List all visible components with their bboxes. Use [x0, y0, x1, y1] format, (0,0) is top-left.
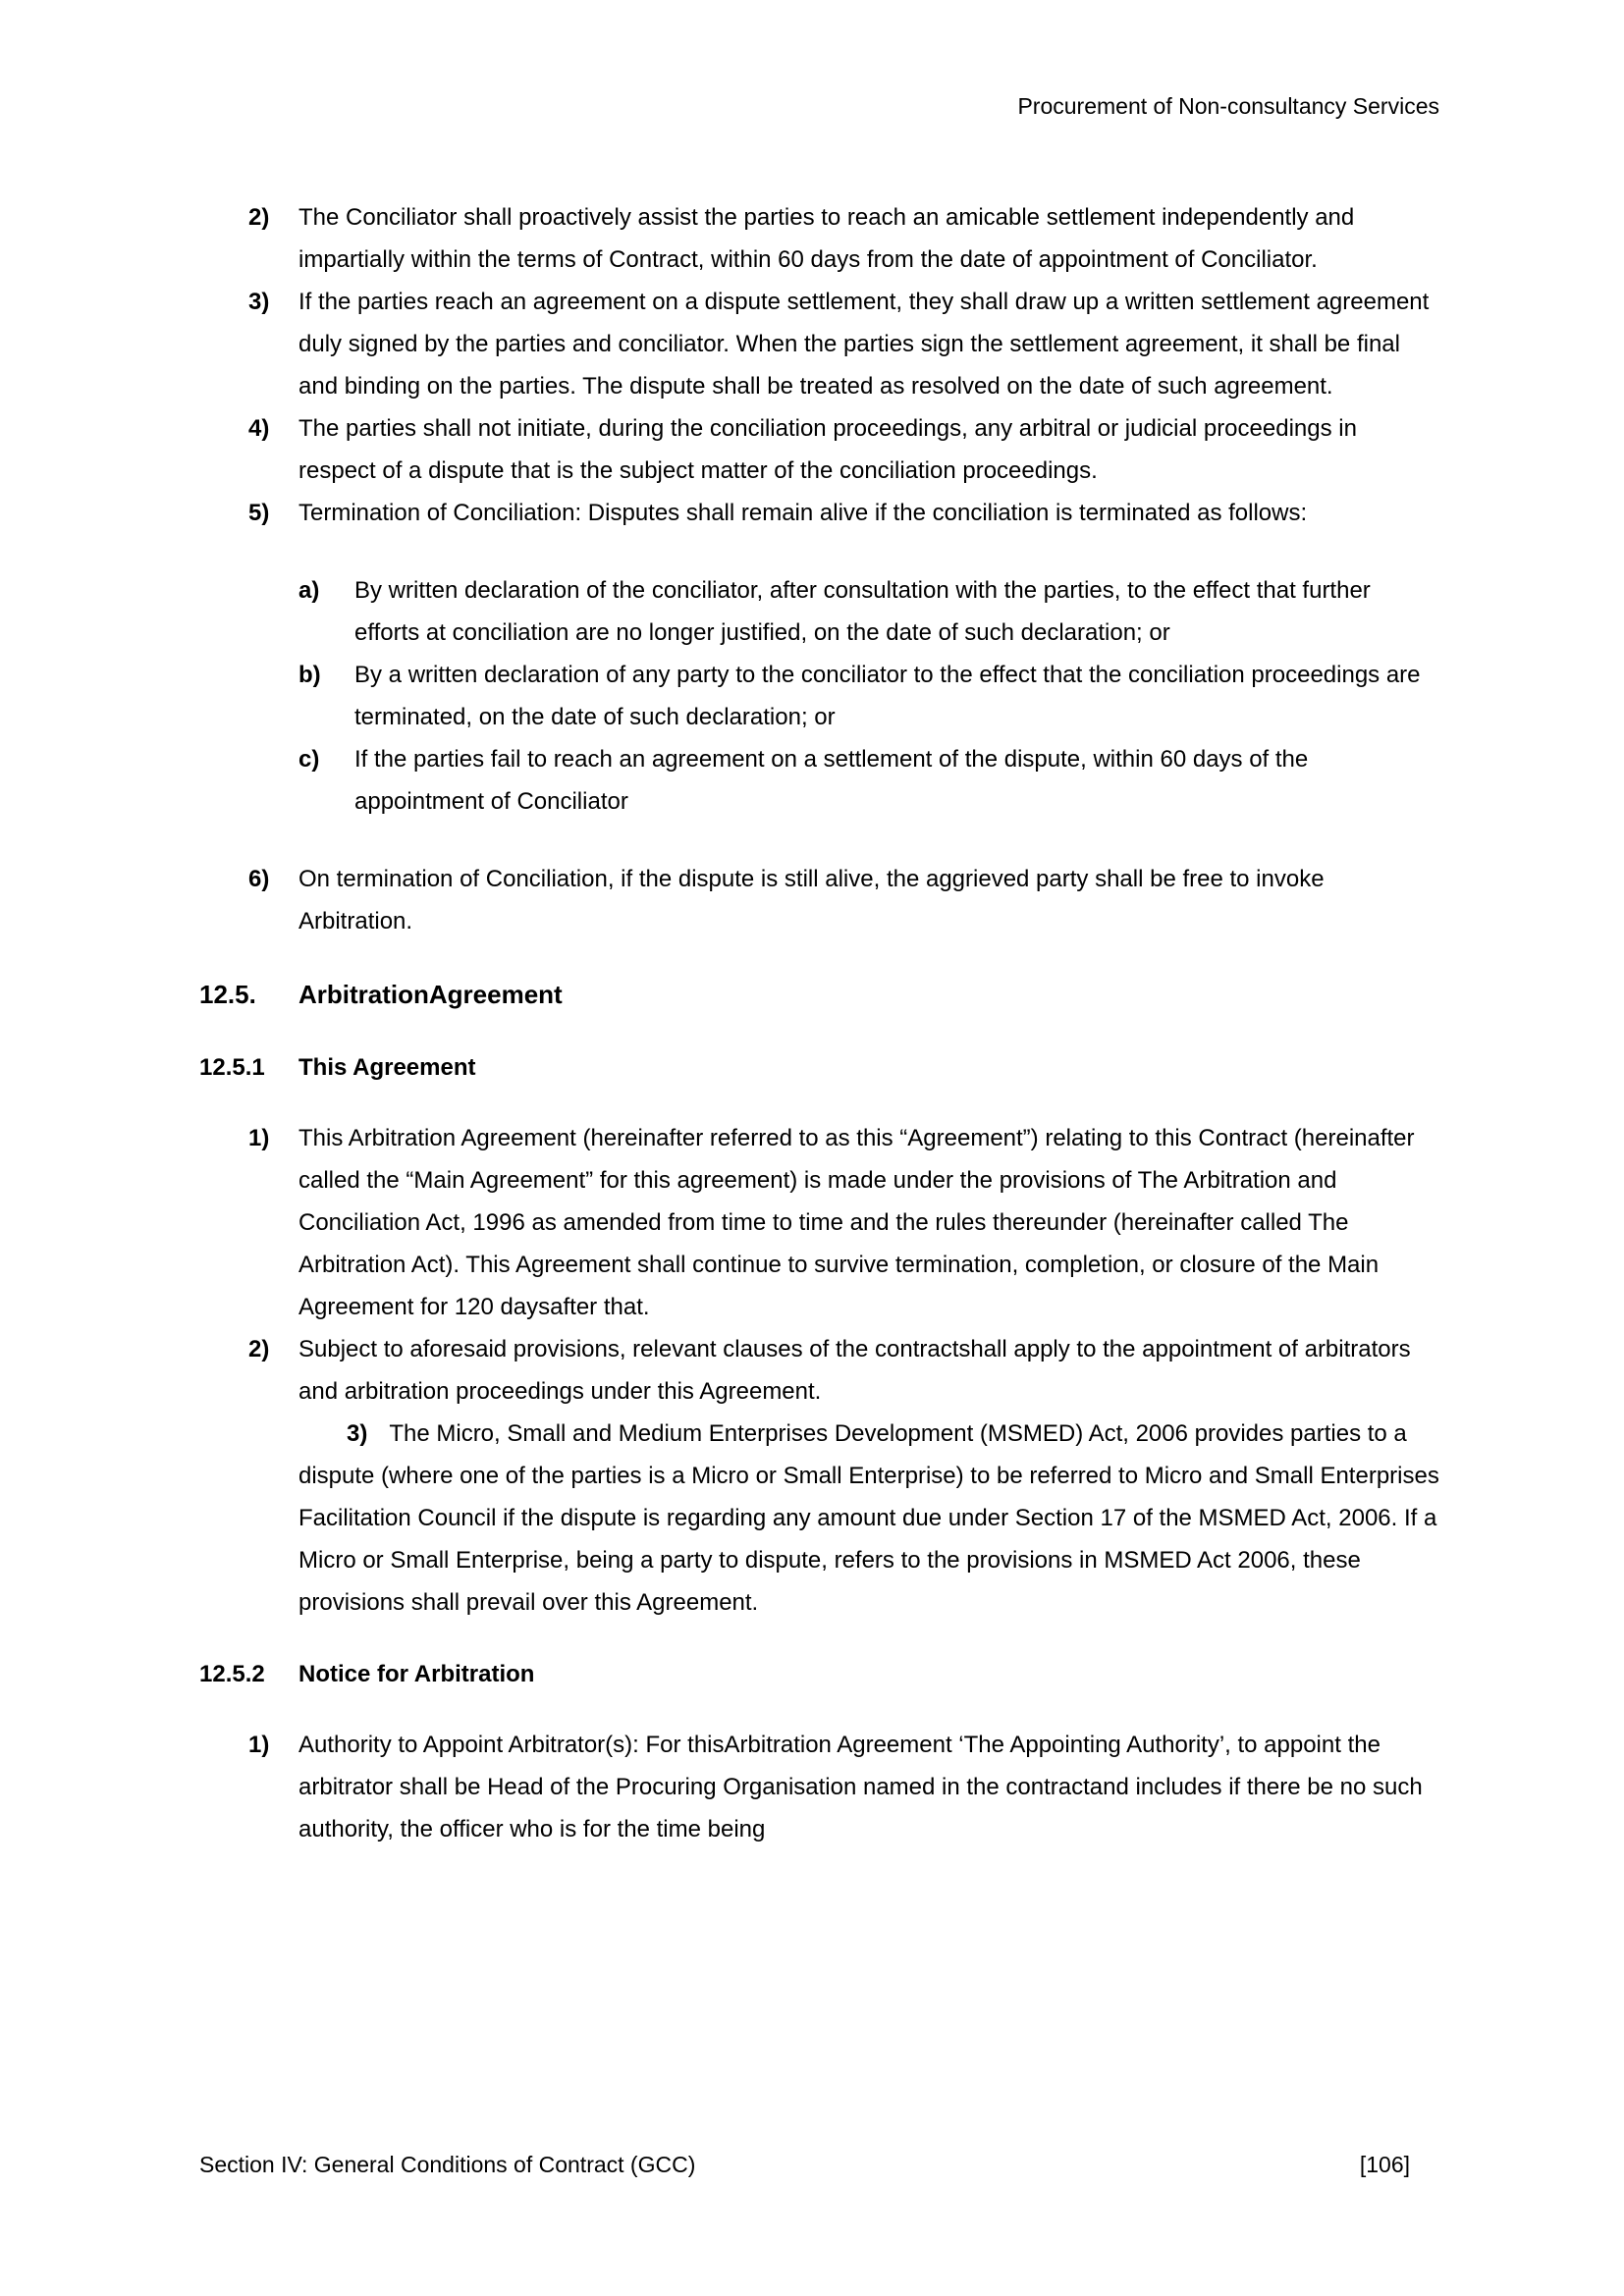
item-text: Authority to Appoint Arbitrator(s): For thisArbitration Agreement ‘The Appointing Authority’, to appoint the arbitrator shall be Head of the Procuring Organisation named in the contractand includes if there be no such authority, the officer who is for the time being — [298, 1732, 1423, 1842]
item-number: 1) — [248, 1125, 270, 1151]
subsection-number: 12.5.2 — [199, 1661, 265, 1687]
page-header — [199, 90, 1439, 122]
list-item-msmed — [298, 1413, 1439, 1624]
list-item — [248, 196, 1439, 281]
section-heading — [199, 972, 1439, 1017]
list-item — [248, 492, 1439, 534]
item-text: On termination of Conciliation, if the dispute is still alive, the aggrieved party shall be free to invoke Arbitration. — [298, 866, 1325, 934]
item-text: The Micro, Small and Medium Enterprises Development (MSMED) Act, 2006 provides parties to a dispute (where one of the parties is a Micro or Small Enterprise) to be referred to Micro and Small Enterprises Facilitation Council if the dispute is regarding any amount due under Section 17 of the MSMED Act, 2006. If a Micro or Small Enterprise, being a party to dispute, refers to the provisions in MSMED Act 2006, these provisions shall prevail over this Agreement. — [298, 1420, 1439, 1616]
list-item — [298, 569, 1439, 654]
item-number: 1) — [248, 1732, 270, 1758]
item-number: 6) — [248, 866, 270, 892]
item-number: 3) — [347, 1420, 368, 1447]
subsection-title: This Agreement — [298, 1054, 476, 1081]
termination-sublist — [298, 569, 1439, 823]
list-item — [298, 654, 1439, 738]
agreement-list — [248, 1117, 1439, 1413]
item-letter: b) — [298, 662, 321, 688]
item-text: By written declaration of the conciliator, after consultation with the parties, to the effect that further efforts at conciliation are no longer justified, on the date of such declaration; or — [354, 577, 1371, 646]
item-number: 3) — [248, 289, 270, 315]
item-text: If the parties reach an agreement on a dispute settlement, they shall draw up a written settlement agreement duly signed by the parties and conciliator. When the parties sign the settlement agreement, it shall be final and binding on the parties. The dispute shall be treated as resolved on the date of such agreement. — [298, 289, 1430, 400]
item-text: Subject to aforesaid provisions, relevant clauses of the contractshall apply to the appointment of arbitrators and arbitration proceedings under this Agreement. — [298, 1336, 1411, 1405]
page-content — [0, 196, 1439, 1850]
item-letter: a) — [298, 577, 320, 604]
item-number: 5) — [248, 500, 270, 526]
notice-list — [248, 1724, 1439, 1850]
list-item — [248, 1724, 1439, 1850]
list-item — [298, 738, 1439, 823]
list-item — [248, 281, 1439, 407]
item-number: 2) — [248, 204, 270, 231]
footer-page-number: [106] — [1359, 2152, 1410, 2177]
list-item — [248, 407, 1439, 492]
conciliation-list-continued — [248, 858, 1439, 942]
section-number: 12.5. — [199, 980, 256, 1009]
footer-section-label: Section IV: General Conditions of Contract (GCC) — [199, 2152, 696, 2177]
subsection-heading — [199, 1046, 1439, 1090]
item-letter: c) — [298, 746, 320, 773]
subsection-title: Notice for Arbitration — [298, 1661, 535, 1687]
item-text: The parties shall not initiate, during the conciliation proceedings, any arbitral or judicial proceedings in respect of a dispute that is the subject matter of the conciliation proceedings. — [298, 415, 1357, 484]
item-text: By a written declaration of any party to the conciliator to the effect that the conciliation proceedings are terminated, on the date of such declaration; or — [354, 662, 1421, 730]
item-text: Termination of Conciliation: Disputes shall remain alive if the conciliation is terminated as follows: — [298, 500, 1308, 526]
item-text: This Arbitration Agreement (hereinafter referred to as this “Agreement”) relating to this Contract (hereinafter called the “Main Agreement” for this agreement) is made under the provisions of The Arbitration and Conciliation Act, 1996 as amended from time to time and the rules thereunder (hereinafter called The Arbitration Act). This Agreement shall continue to survive termination, completion, or closure of the Main Agreement for 120 daysafter that. — [298, 1125, 1415, 1320]
subsection-heading — [199, 1653, 1439, 1696]
item-number: 4) — [248, 415, 270, 442]
page-footer — [199, 2149, 1410, 2180]
header-title: Procurement of Non-consultancy Services — [1017, 93, 1439, 119]
item-number: 2) — [248, 1336, 270, 1362]
item-text: If the parties fail to reach an agreement on a settlement of the dispute, within 60 days of the appointment of Conciliator — [354, 746, 1309, 815]
item-text: The Conciliator shall proactively assist the parties to reach an amicable settlement independently and impartially within the terms of Contract, within 60 days from the date of appointment of Conciliator. — [298, 204, 1355, 273]
list-item — [248, 1328, 1439, 1413]
list-item — [248, 1117, 1439, 1328]
list-item — [248, 858, 1439, 942]
subsection-number: 12.5.1 — [199, 1054, 265, 1081]
conciliation-list — [248, 196, 1439, 534]
section-title: ArbitrationAgreement — [298, 980, 563, 1009]
